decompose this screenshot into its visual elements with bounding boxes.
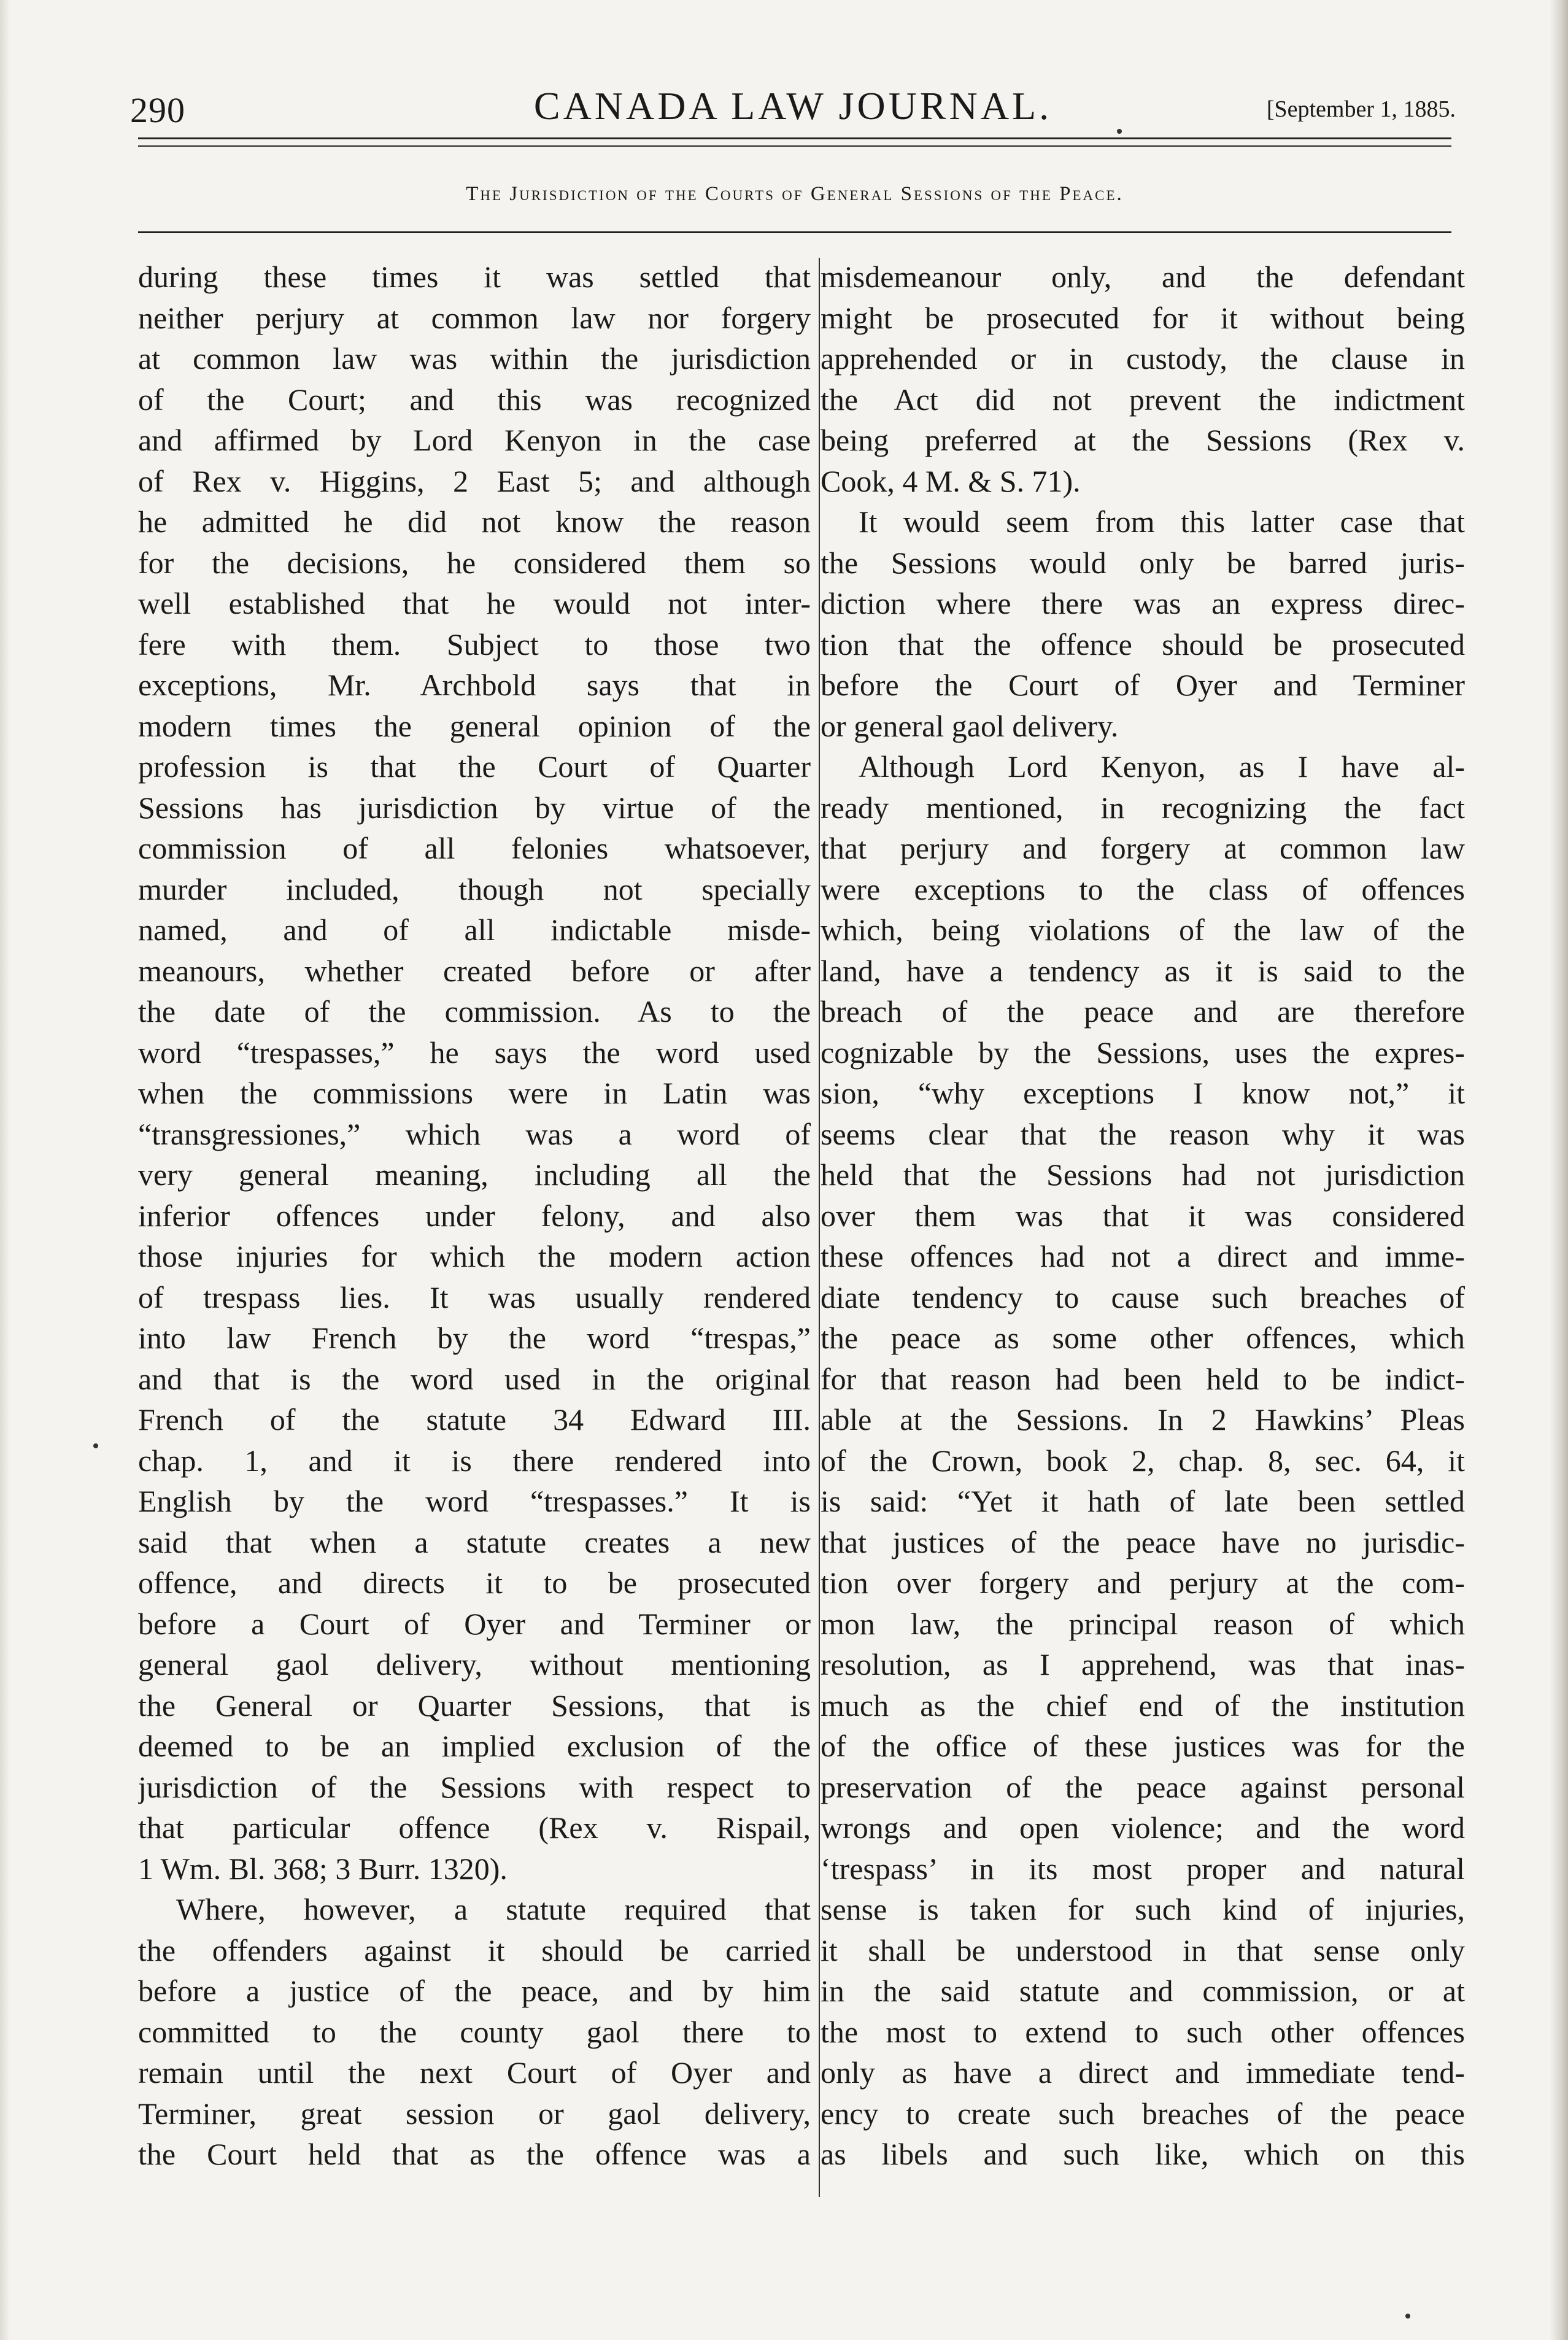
text-line: named, and of all indictable misde- (138, 913, 811, 947)
text-line: chap. 1, and it is there rendered into (138, 1443, 811, 1478)
text-line: sion, “why exceptions I know not,” it (821, 1076, 1465, 1110)
text-line: tion that the offence should be prosecuted (821, 627, 1465, 662)
text-line: exceptions, Mr. Archbold says that in (138, 668, 811, 702)
text-line: before a justice of the peace, and by him (138, 1974, 811, 2008)
text-line: sense is taken for such kind of injuries, (821, 1892, 1465, 1926)
text-line: said that when a statute creates a new (138, 1524, 811, 1559)
text-line: tion over forgery and perjury at the com- (821, 1566, 1465, 1600)
text-line: committed to the county gaol there to (138, 2014, 811, 2049)
text-line: of the Court; and this was recognized (138, 382, 811, 417)
text-line: Although Lord Kenyon, as I have al- (859, 749, 1465, 784)
text-line: murder included, though not specially (138, 871, 811, 906)
text-line: diction where there was an express direc- (821, 586, 1465, 620)
text-line: which, being violations of the law of the (821, 913, 1465, 947)
text-line: Where, however, a statute required that (176, 1892, 811, 1926)
print-speck (93, 1443, 98, 1448)
text-line: cognizable by the Sessions, uses the expres- (821, 1035, 1465, 1070)
text-line: he admitted he did not know the reason (138, 504, 811, 539)
text-line: misdemeanour only, and the defendant (821, 260, 1465, 294)
text-line: mon law, the principal reason of which (821, 1606, 1465, 1641)
text-line: the offenders against it should be carried (138, 1933, 811, 1967)
text-line: it shall be understood in that sense only (821, 1933, 1465, 1967)
text-line: ency to create such breaches of the peace (821, 2096, 1465, 2131)
text-line: seems clear that the reason why it was (821, 1116, 1465, 1151)
text-line: fere with them. Subject to those two (138, 627, 811, 662)
text-line: the most to extend to such other offences (821, 2014, 1465, 2049)
text-line: that perjury and forgery at common law (821, 831, 1465, 865)
text-line: only as have a direct and immediate tend- (821, 2055, 1465, 2090)
text-line: 1 Wm. Bl. 368; 3 Burr. 1320). (138, 1851, 508, 1886)
text-line: before the Court of Oyer and Terminer (821, 668, 1465, 702)
text-line: general gaol delivery, without mentioning (138, 1647, 811, 1682)
print-speck (1117, 129, 1122, 134)
text-line: for the decisions, he considered them so (138, 545, 811, 580)
text-line: French of the statute 34 Edward III. (138, 1402, 811, 1437)
text-line: It would seem from this latter case that (859, 504, 1465, 539)
text-line: breach of the peace and are therefore (821, 994, 1465, 1029)
text-line: the Act did not prevent the indictment (821, 382, 1465, 417)
text-line: being preferred at the Sessions (Rex v. (821, 423, 1465, 457)
text-line: during these times it was settled that (138, 260, 811, 294)
text-line: remain until the next Court of Oyer and (138, 2055, 811, 2090)
text-line: the General or Quarter Sessions, that is (138, 1688, 811, 1723)
text-line: Sessions has jurisdiction by virtue of the (138, 790, 811, 825)
text-line: over them was that it was considered (821, 1198, 1465, 1233)
text-line: into law French by the word “trespas,” (138, 1321, 811, 1355)
text-line: is said: “Yet it hath of late been settled (821, 1484, 1465, 1518)
text-line: the Sessions would only be barred juris- (821, 545, 1465, 580)
text-line: preservation of the peace against personal (821, 1769, 1465, 1804)
text-line: offence, and directs it to be prosecuted (138, 1566, 811, 1600)
text-line: these offences had not a direct and imme- (821, 1239, 1465, 1273)
text-line: land, have a tendency as it is said to the (821, 953, 1465, 988)
text-line: that particular offence (Rex v. Rispail, (138, 1810, 811, 1845)
text-line: were exceptions to the class of offences (821, 871, 1465, 906)
text-line: deemed to be an implied exclusion of the (138, 1729, 811, 1763)
text-line: that justices of the peace have no jurisdic- (821, 1524, 1465, 1559)
text-line: Terminer, great session or gaol delivery, (138, 2096, 811, 2131)
text-line: wrongs and open violence; and the word (821, 1810, 1465, 1845)
text-line: for that reason had been held to be indict- (821, 1361, 1465, 1396)
text-line: ready mentioned, in recognizing the fact (821, 790, 1465, 825)
text-line: commission of all felonies whatsoever, (138, 831, 811, 865)
running-head-rule (138, 231, 1451, 233)
text-line: diate tendency to cause such breaches of (821, 1280, 1465, 1315)
text-line: inferior offences under felony, and also (138, 1198, 811, 1233)
text-line: at common law was within the jurisdiction (138, 341, 811, 376)
left-column (138, 257, 811, 2175)
text-line: before a Court of Oyer and Terminer or (138, 1606, 811, 1641)
text-line: profession is that the Court of Quarter (138, 749, 811, 784)
text-line: able at the Sessions. In 2 Hawkins’ Pleas (821, 1402, 1465, 1437)
text-line: “transgressiones,” which was a word of (138, 1116, 811, 1151)
text-line: of the Crown, book 2, chap. 8, sec. 64, it (821, 1443, 1465, 1478)
page-number: 290 (130, 90, 185, 130)
text-line: held that the Sessions had not jurisdiction (821, 1157, 1465, 1192)
text-line: might be prosecuted for it without being (821, 300, 1465, 335)
header-double-rule (138, 137, 1451, 147)
text-line: ‘trespass’ in its most proper and natural (821, 1851, 1465, 1886)
issue-date: [September 1, 1885. (1266, 96, 1456, 122)
text-line: or general gaol delivery. (821, 708, 1119, 743)
running-head: The Jurisdiction of the Courts of General Sessions of the Peace. (466, 183, 1124, 205)
text-line: in the said statute and commission, or at (821, 1974, 1465, 2008)
print-speck (1405, 2314, 1410, 2319)
text-line: the date of the commission. As to the (138, 994, 811, 1029)
text-line: English by the word “trespasses.” It is (138, 1484, 811, 1518)
column-divider (819, 258, 820, 2197)
text-line: apprehended or in custody, the clause in (821, 341, 1465, 376)
text-line: when the commissions were in Latin was (138, 1076, 811, 1110)
text-line: word “trespasses,” he says the word used (138, 1035, 811, 1070)
text-line: as libels and such like, which on this (821, 2137, 1465, 2171)
text-line: Cook, 4 M. & S. 71). (821, 463, 1081, 498)
page-header (130, 83, 1456, 133)
text-line: resolution, as I apprehend, was that inas- (821, 1647, 1465, 1682)
text-line: the Court held that as the offence was a (138, 2137, 811, 2171)
text-line: of trespass lies. It was usually rendered (138, 1280, 811, 1315)
page-edge-left (0, 0, 10, 2340)
text-line: meanours, whether created before or after (138, 953, 811, 988)
text-line: those injuries for which the modern action (138, 1239, 811, 1273)
text-line: and affirmed by Lord Kenyon in the case (138, 423, 811, 457)
text-line: very general meaning, including all the (138, 1157, 811, 1192)
text-line: neither perjury at common law nor forgery (138, 300, 811, 335)
text-line: modern times the general opinion of the (138, 708, 811, 743)
text-line: of the office of these justices was for the (821, 1729, 1465, 1763)
text-line: jurisdiction of the Sessions with respect to (138, 1769, 811, 1804)
text-line: well established that he would not inter- (138, 586, 811, 620)
journal-title: CANADA LAW JOURNAL. (533, 84, 1052, 128)
text-line: and that is the word used in the original (138, 1361, 811, 1396)
page-edge-right (1550, 0, 1568, 2340)
text-line: much as the chief end of the institution (821, 1688, 1465, 1723)
text-line: the peace as some other offences, which (821, 1321, 1465, 1355)
text-line: of Rex v. Higgins, 2 East 5; and although (138, 463, 811, 498)
right-column (821, 257, 1465, 2175)
